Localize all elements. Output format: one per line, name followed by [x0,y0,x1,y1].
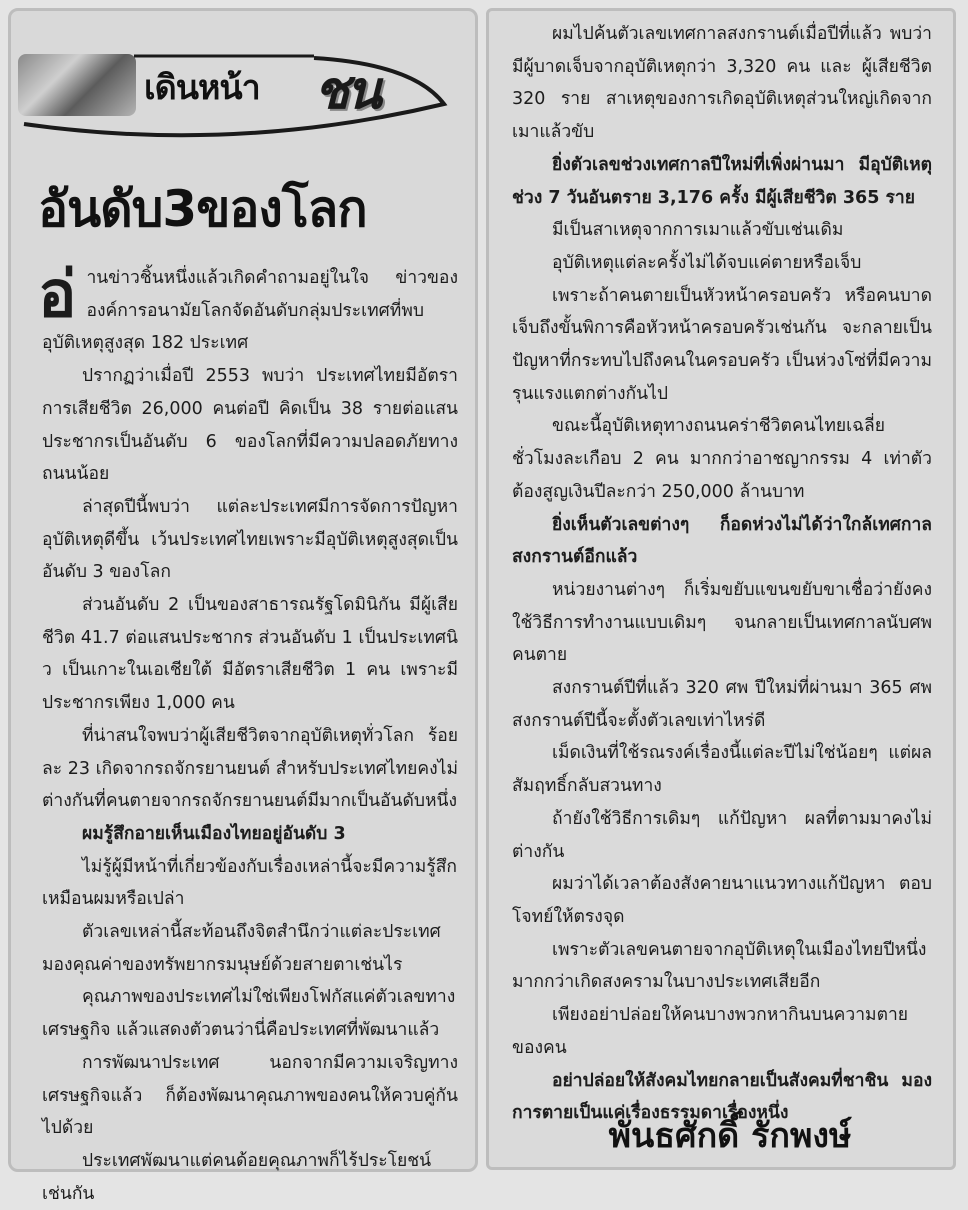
paragraph: ยิ่งตัวเลขช่วงเทศกาลปีใหม่ที่เพิ่งผ่านมา มีอุบัติเหตุช่วง 7 วันอันตราย 3,176 ครั้ง มีผู้เสียชีวิต 365 ราย [512,154,932,208]
paragraph: สงกรานต์ปีที่แล้ว 320 ศพ ปีใหม่ที่ผ่านมา 365 ศพ สงกรานต์ปีนี้จะตั้งตัวเลขเท่าไหร่ดี [512,678,932,731]
paragraph: ไม่รู้ผู้มีหน้าที่เกี่ยวข้องกับเรื่องเหล่านี้จะมีความรู้สึกเหมือนผมหรือเปล่า [42,856,457,910]
paragraph: ส่วนอันดับ 2 เป็นของสาธารณรัฐโดมินิกัน มีผู้เสียชีวิต 41.7 ต่อแสนประชากร ส่วนอันดับ 1 เป็นประเทศนิว เป็นเกาะในเอเชียใต้ มีอัตราเสียชีวิต 1 คน เพราะมีประชากรเพียง 1,000 คน [42,595,458,714]
drop-cap: อ่ [38,258,77,332]
article-headline: อันดับ3ของโลก [38,180,367,238]
paragraph: คุณภาพของประเทศไม่ใช่เพียงโฟกัสแค่ตัวเลขทางเศรษฐกิจ แล้วแสดงตัวตนว่านี่คือประเทศที่พัฒนาแล้ว [42,987,456,1041]
column-kicker: เดินหน้า [144,68,260,108]
paragraph: ผมว่าได้เวลาต้องสังคายนาแนวทางแก้ปัญหา ตอบโจทย์ให้ตรงจุด [512,874,932,927]
paragraph: ล่าสุดปีนี้พบว่า แต่ละประเทศมีการจัดการปัญหาอุบัติเหตุดีขึ้น เว้นประเทศไทยเพราะมีอุบัติเหตุสูงสุดเป็นอันดับ 3 ของโลก [42,496,458,583]
paragraph: ยิ่งเห็นตัวเลขต่างๆ ก็อดห่วงไม่ได้ว่าใกล้เทศกาลสงกรานต์อีกแล้ว [512,514,932,568]
paragraph: เพราะถ้าคนตายเป็นหัวหน้าครอบครัว หรือคนบาดเจ็บถึงขั้นพิการคือหัวหน้าครอบครัวเช่นกัน จะกลายเป็นปัญหาที่กระทบไปถึงคนในครอบครัว เป็นห่วงโซ่ที่มีความรุนแรงแตกต่างกันไป [512,285,932,404]
column-banner [14,44,454,142]
paragraph: ผมไปค้นตัวเลขเทศกาลสงกรานต์เมื่อปีที่แล้ว พบว่ามีผู้บาดเจ็บจากอุบัติเหตุกว่า 3,320 คน และ ผู้เสียชีวิต 320 ราย สาเหตุของการเกิดอุบัติเหตุส่วนใหญ่เกิดจากเมาแล้วขับ [512,24,932,143]
paragraph: มีเป็นสาเหตุจากการเมาแล้วขับเช่นเดิม [552,220,844,241]
paragraph: ผมรู้สึกอายเห็นเมืองไทยอยู่อันดับ 3 [82,823,346,844]
paragraph: หน่วยงานต่างๆ ก็เริ่มขยับแขนขยับขาเชื่อว่ายังคงใช้วิธีการทำงานแบบเดิมๆ จนกลายเป็นเทศกาลนับศพคนตาย [512,579,932,666]
paragraph: การพัฒนาประเทศ นอกจากมีความเจริญทางเศรษฐกิจแล้ว ก็ต้องพัฒนาคุณภาพของคนให้ควบคู่กันไปด้วย [42,1052,458,1139]
paragraph: เม็ดเงินที่ใช้รณรงค์เรื่องนี้แต่ละปีไม่ใช่น้อยๆ แต่ผลสัมฤทธิ์กลับสวนทาง [512,743,932,797]
paragraph: ถ้ายังใช้วิธีการเดิมๆ แก้ปัญหา ผลที่ตามมาคงไม่ต่างกัน [512,808,932,862]
paragraph: เพียงอย่าปล่อยให้คนบางพวกหากินบนความตายของคน [512,1005,909,1058]
paragraph: เพราะตัวเลขคนตายจากอุบัติเหตุในเมืองไทยปีหนึ่งมากกว่าเกิดสงครามในบางประเทศเสียอีก [512,939,927,993]
paragraph: อุบัติเหตุแต่ละครั้งไม่ได้จบแค่ตายหรือเจ็บ [552,252,862,273]
left-column-body [38,258,458,1210]
paragraph: ปรากฏว่าเมื่อปี 2553 พบว่า ประเทศไทยมีอัตราการเสียชีวิต 26,000 คนต่อปี คิดเป็น 38 รายต่อแสนประชากรเป็นอันดับ 6 ของโลกที่มีความปลอดภัยทางถนนน้อย [42,366,458,485]
paragraph: านข่าวชิ้นหนึ่งแล้วเกิดคำถามอยู่ในใจ ข่าวขององค์การอนามัยโลกจัดอันดับกลุ่มประเทศที่พบอุบัติเหตุสูงสุด 182 ประเทศ [42,268,458,354]
paragraph: ประเทศพัฒนาแต่คนด้อยคุณภาพก็ไร้ประโยชน์เช่นกัน [42,1150,432,1204]
paragraph: ตัวเลขเหล่านี้สะท้อนถึงจิตสำนึกว่าแต่ละประเทศมองคุณค่าของทรัพยากรมนุษย์ด้วยสายตาเช่นไร [42,922,441,975]
paragraph: อย่าปล่อยให้สังคมไทยกลายเป็นสังคมที่ชาชิน มองการตายเป็นแค่เรื่องธรรมดาเรื่องหนึ่ง [512,1070,932,1124]
right-column-body [512,18,932,1130]
author-byline: พันธศักดิ์ รักพงษ์ [608,1116,852,1156]
paragraph: ขณะนี้อุบัติเหตุทางถนนคร่าชีวิตคนไทยเฉลี่ยชั่วโมงละเกือบ 2 คน มากกว่าอาชญากรรม 4 เท่าตัว ต้องสูญเงินปีละกว่า 250,000 ล้านบาท [512,416,932,502]
column-kicker-accent: ชน [314,61,379,121]
paragraph: ที่น่าสนใจพบว่าผู้เสียชีวิตจากอุบัติเหตุทั่วโลก ร้อยละ 23 เกิดจากรถจักรยานยนต์ สำหรับประเทศไทยคงไม่ต่างกันที่คนตายจากรถจักรยานยนต์มีมากเป็นอันดับหนึ่ง [42,725,458,812]
